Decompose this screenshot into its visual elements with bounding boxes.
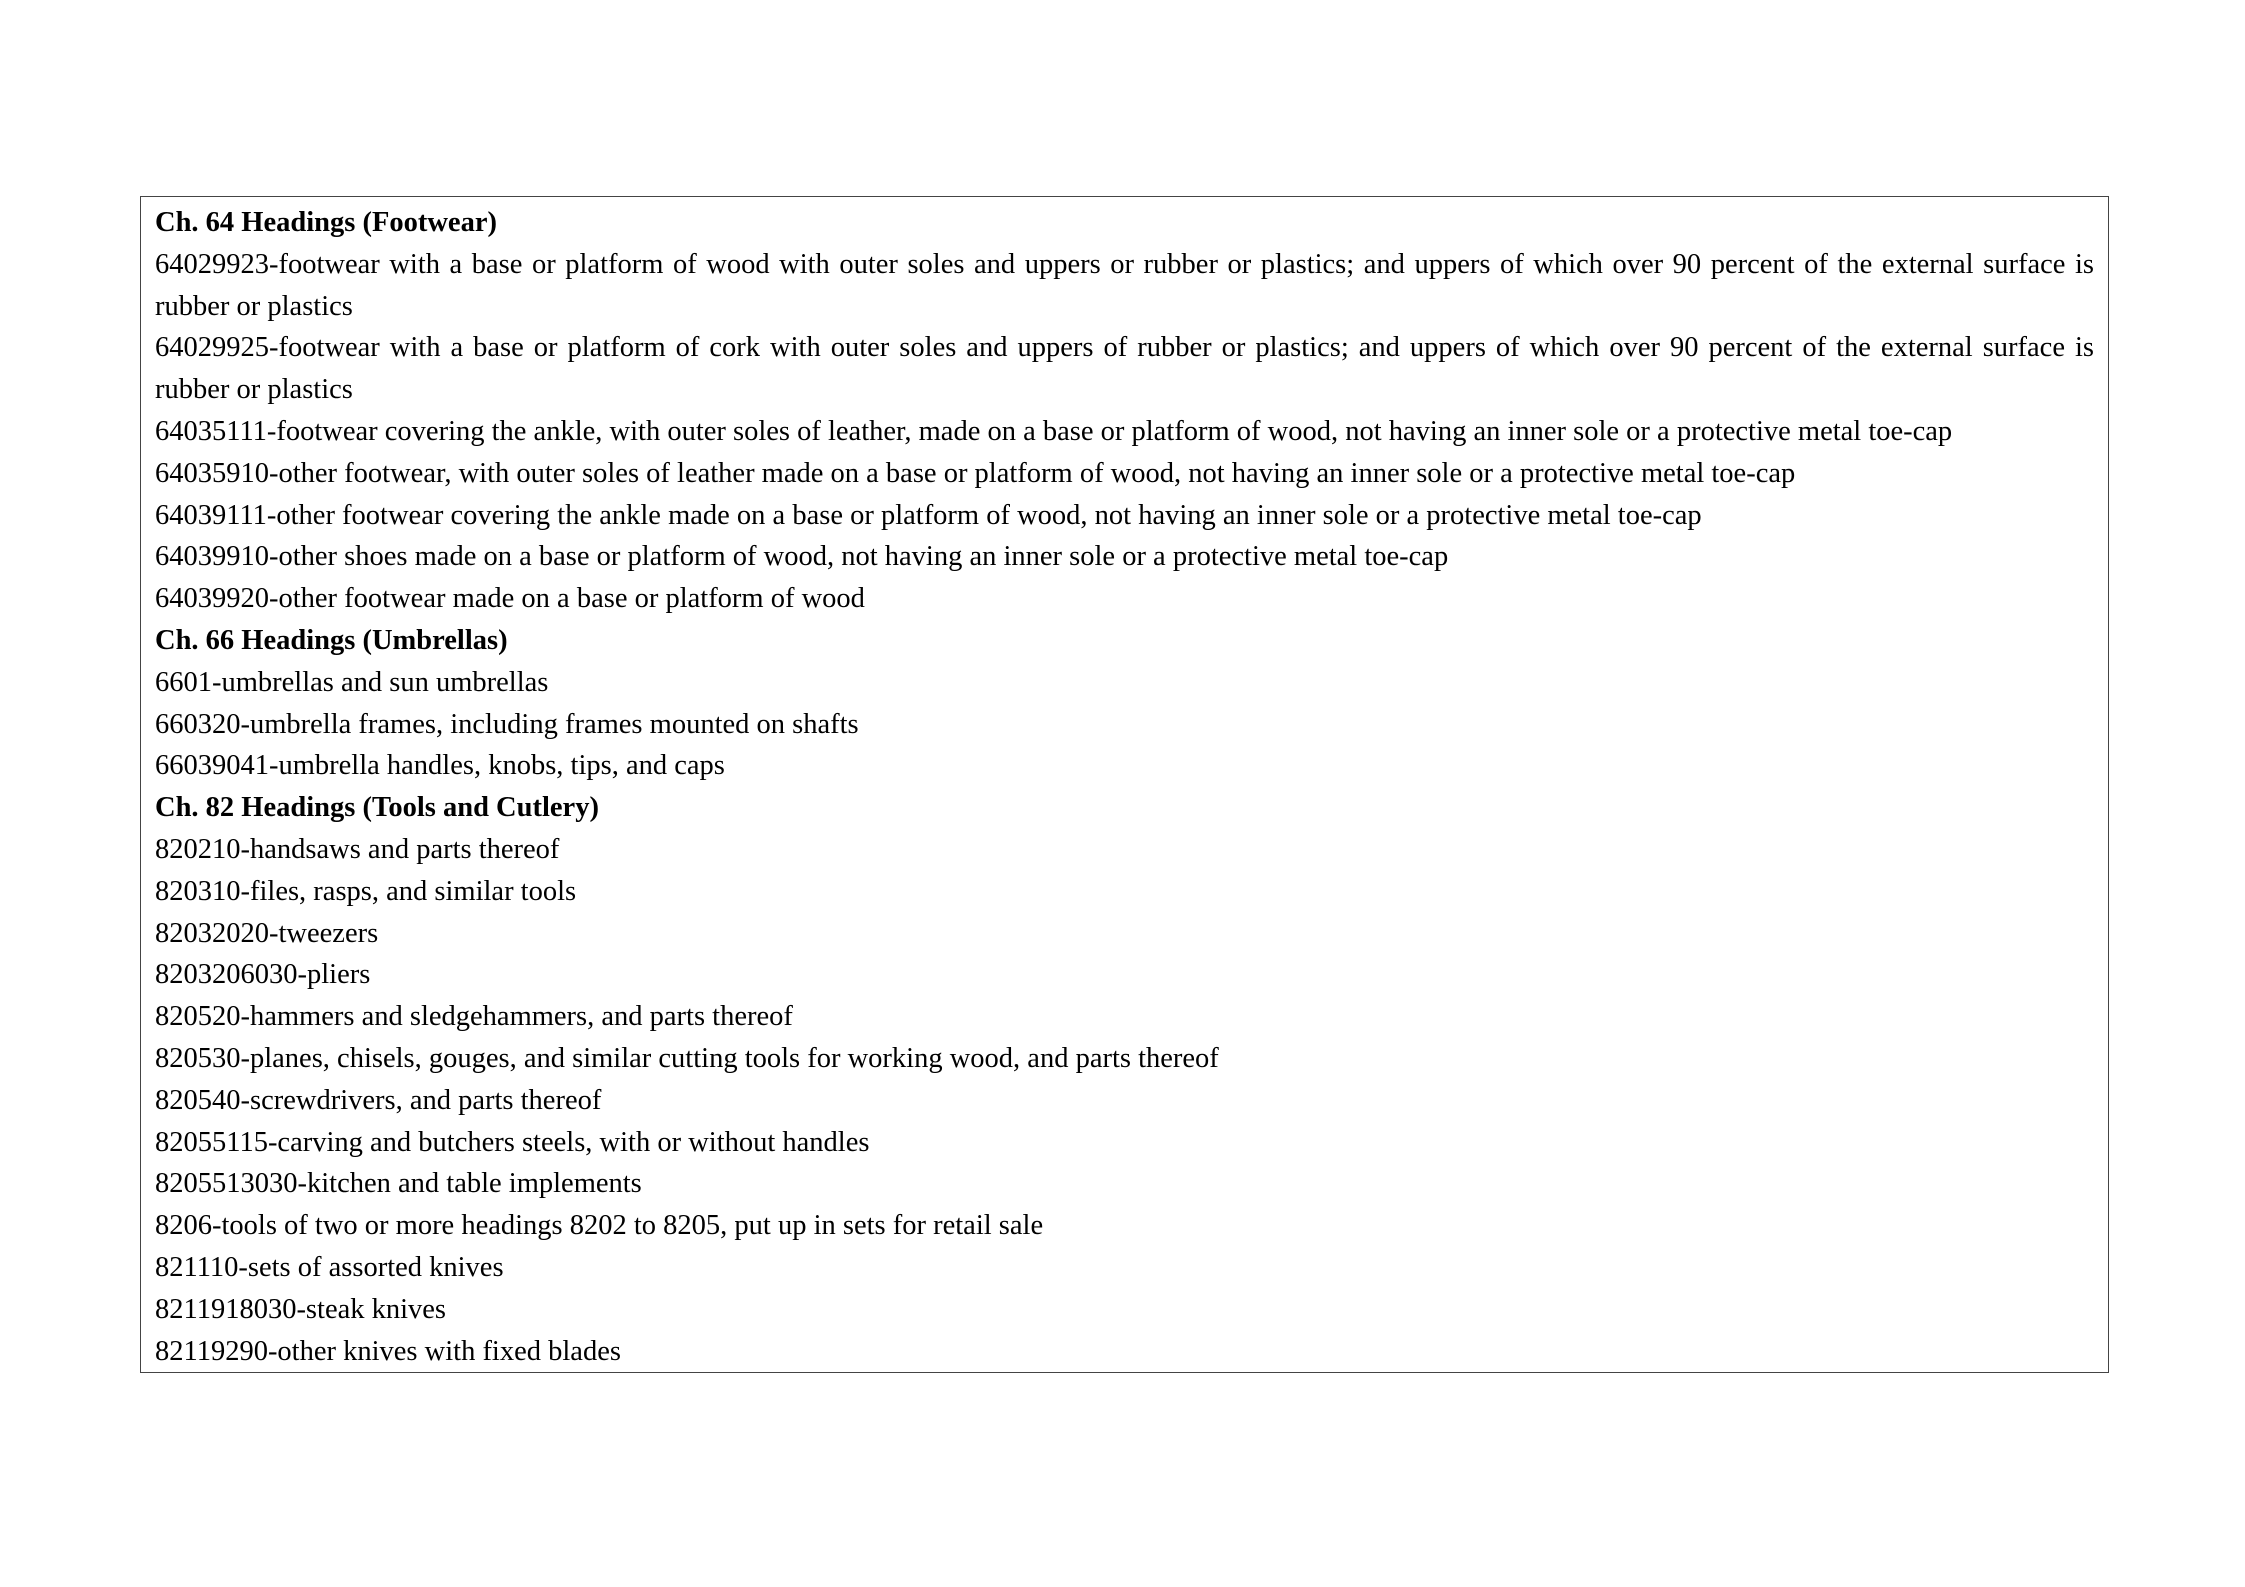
section-items (155, 244, 2094, 620)
list-item: 8205513030-kitchen and table implements (155, 1168, 642, 1200)
headings-table (140, 196, 2109, 1373)
list-item: 820520-hammers and sledgehammers, and parts thereof (155, 1001, 793, 1033)
section-items (155, 829, 2094, 1372)
list-item: 64039111-other footwear covering the ankle made on a base or platform of wood, not having an inner sole or a protective metal toe-cap (155, 499, 1702, 531)
list-item: 82119290-other knives with fixed blades (155, 1335, 621, 1367)
list-item: 821110-sets of assorted knives (155, 1251, 504, 1283)
list-item: 8211918030-steak knives (155, 1293, 447, 1325)
list-item: 64029923-footwear with a base or platform of wood with outer soles and uppers or rubber or plastics; and uppers of which over 90 percent of the external surface is rubber or plastics (155, 248, 2094, 322)
list-item: 64039920-other footwear made on a base or platform of wood (155, 583, 865, 615)
list-item: 820540-screwdrivers, and parts thereof (155, 1084, 602, 1116)
list-item: 82055115-carving and butchers steels, with or without handles (155, 1126, 870, 1158)
list-item: 820530-planes, chisels, gouges, and similar cutting tools for working wood, and parts thereof (155, 1042, 1219, 1074)
list-item: 66039041-umbrella handles, knobs, tips, and caps (155, 750, 725, 782)
section-tools-cutlery (155, 787, 2094, 1372)
section-heading: Ch. 82 Headings (Tools and Cutlery) (155, 792, 599, 824)
list-item: 6601-umbrellas and sun umbrellas (155, 666, 549, 698)
list-item: 820210-handsaws and parts thereof (155, 833, 560, 865)
section-heading: Ch. 64 Headings (Footwear) (155, 207, 497, 238)
list-item: 64039910-other shoes made on a base or platform of wood, not having an inner sole or a protective metal toe-cap (155, 541, 1449, 573)
section-umbrellas (155, 620, 2094, 787)
section-heading: Ch. 66 Headings (Umbrellas) (155, 624, 508, 656)
list-item: 64035910-other footwear, with outer soles of leather made on a base or platform of wood, not having an inner sole or a protective metal toe-cap (155, 457, 1796, 489)
list-item: 660320-umbrella frames, including frames mounted on shafts (155, 708, 859, 740)
list-item: 82032020-tweezers (155, 917, 379, 949)
section-footwear (155, 202, 2094, 620)
section-items (155, 662, 2094, 787)
list-item: 8206-tools of two or more headings 8202 to 8205, put up in sets for retail sale (155, 1210, 1044, 1242)
list-item: 8203206030-pliers (155, 959, 371, 991)
list-item: 820310-files, rasps, and similar tools (155, 875, 577, 907)
list-item: 64035111-footwear covering the ankle, with outer soles of leather, made on a base or platform of wood, not having an inner sole or a protective metal toe-cap (155, 415, 1953, 447)
list-item: 64029925-footwear with a base or platform of cork with outer soles and uppers of rubber or plastics; and uppers of which over 90 percent of the external surface is rubber or plastics (155, 332, 2094, 406)
